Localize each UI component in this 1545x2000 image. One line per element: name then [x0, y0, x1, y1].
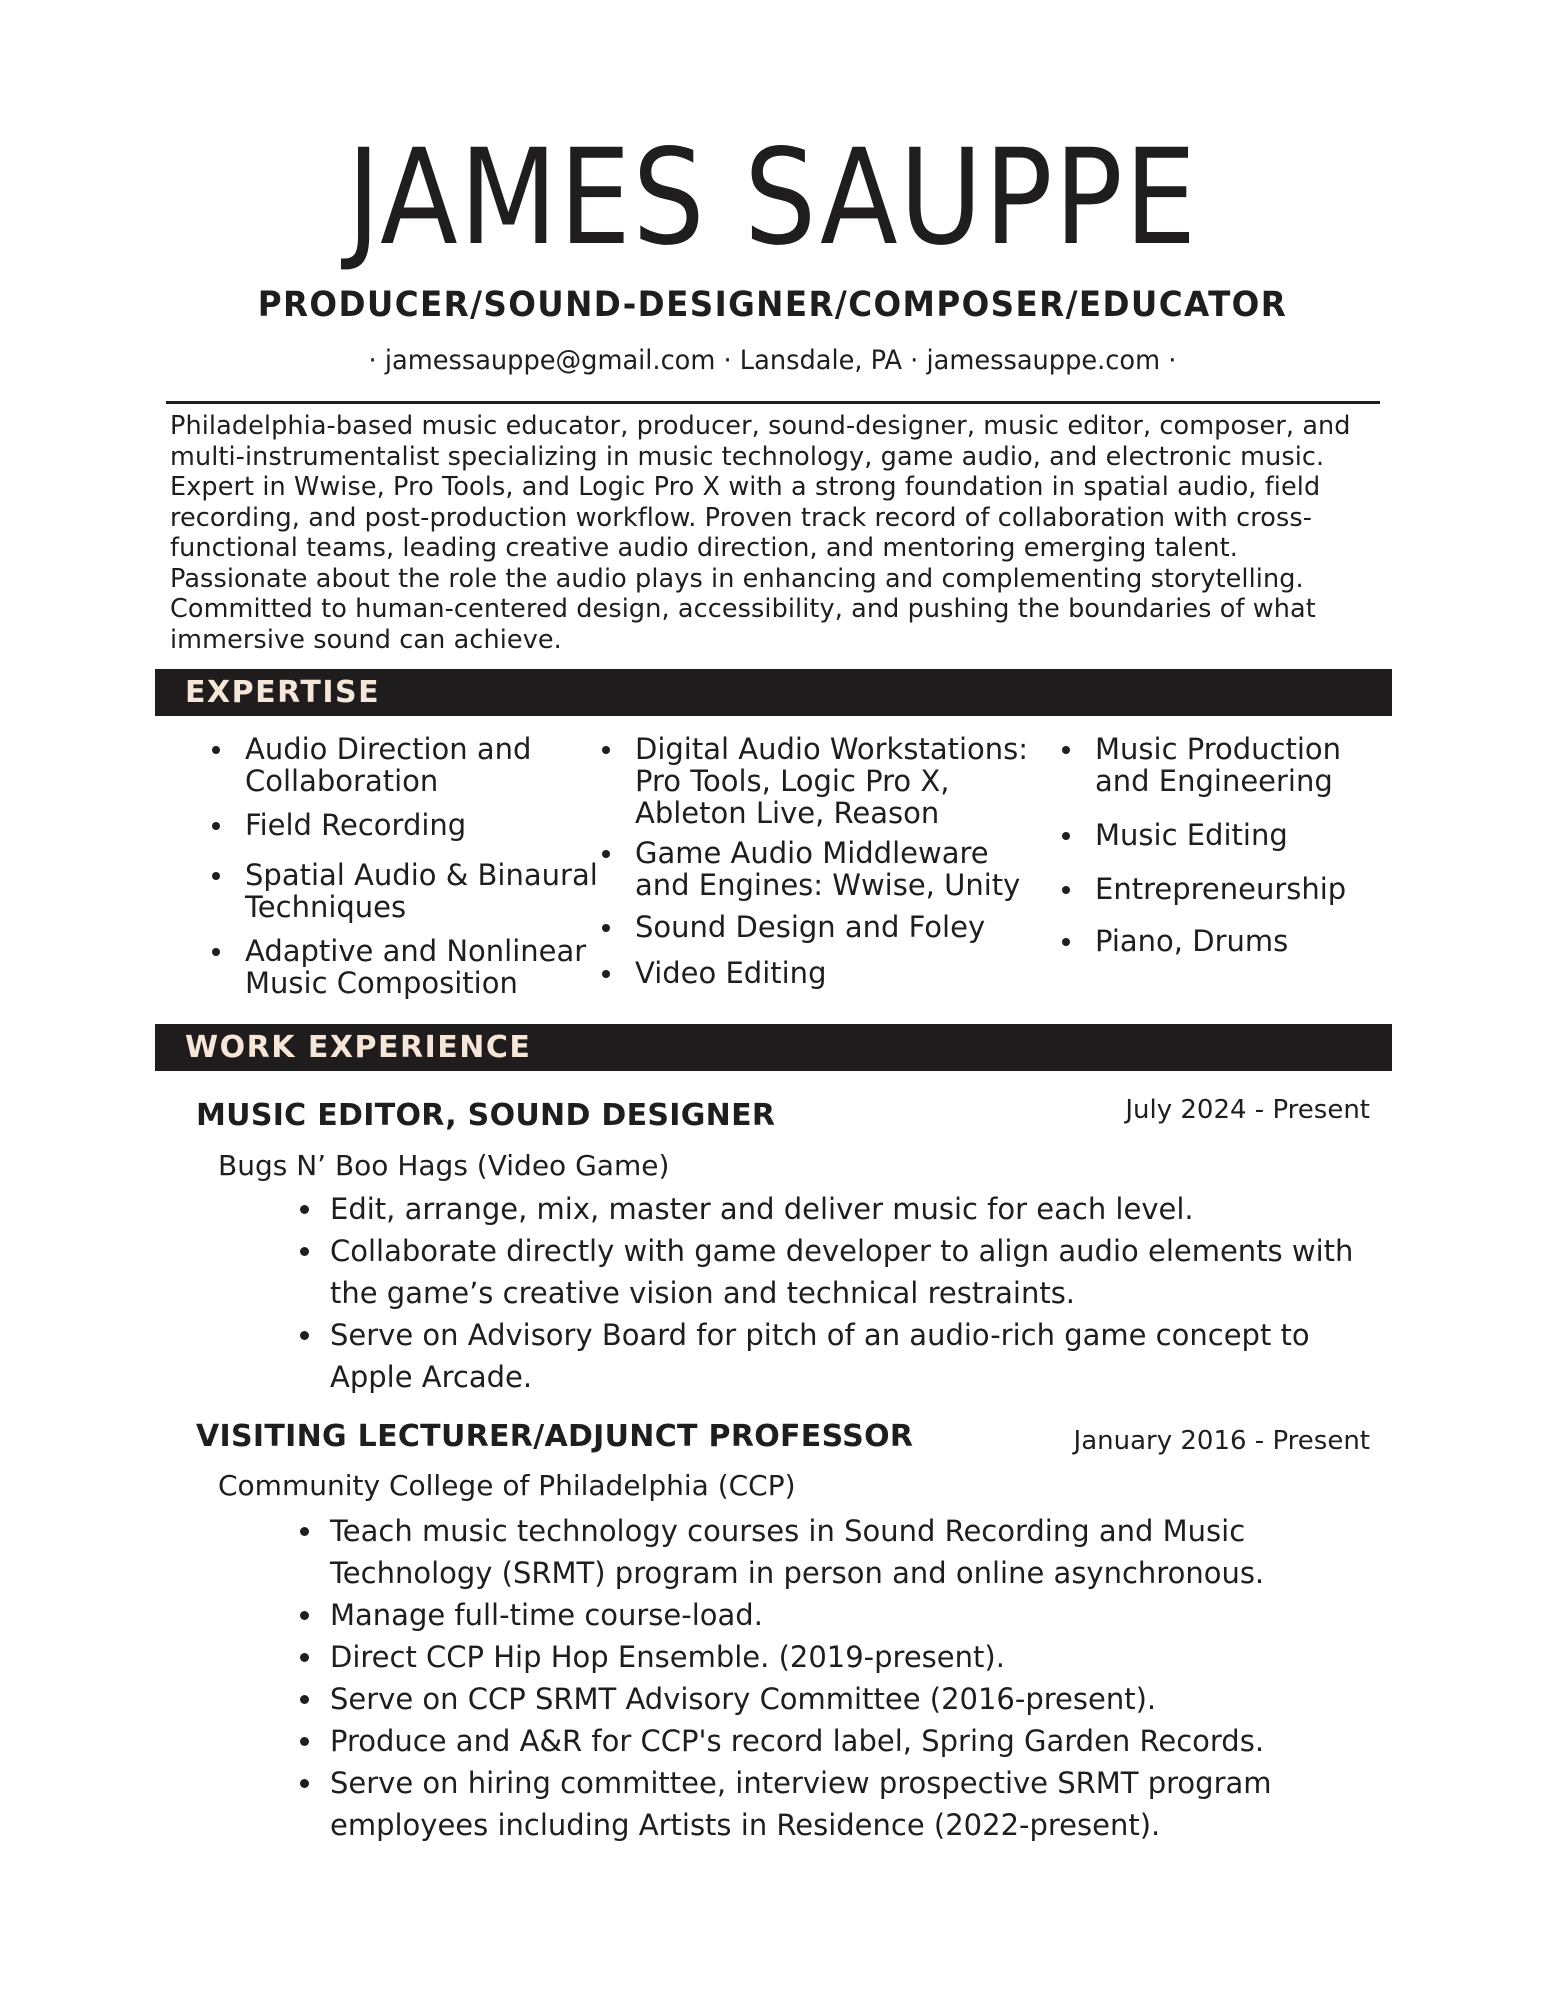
job-title: MUSIC EDITOR, SOUND DESIGNER: [196, 1098, 776, 1133]
expertise-item: Field Recording: [212, 809, 612, 841]
expertise-item: Adaptive and Nonlinear Music Composition: [212, 935, 612, 999]
expertise-item: Sound Design and Foley: [602, 911, 1052, 943]
expertise-column-2: [602, 733, 1052, 1001]
expertise-item: Music Production and Engineering: [1062, 733, 1382, 797]
job-dates: July 2024 - Present: [1125, 1095, 1370, 1125]
responsibility-item: Direct CCP Hip Hop Ensemble. (2019-present).: [300, 1636, 1380, 1678]
job-title: VISITING LECTURER/ADJUNCT PROFESSOR: [196, 1419, 914, 1454]
contact-line: · jamessauppe@gmail.com · Lansdale, PA · jamessauppe.com ·: [368, 345, 1177, 376]
work-experience-section-header: [155, 1024, 1392, 1071]
responsibility-item: Edit, arrange, mix, master and deliver music for each level.: [300, 1188, 1380, 1230]
expertise-item: Audio Direction and Collaboration: [212, 733, 612, 797]
expertise-heading: EXPERTISE: [185, 675, 381, 710]
job-responsibilities: [300, 1510, 1380, 1846]
responsibility-item: Serve on Advisory Board for pitch of an audio-rich game concept to Apple Arcade.: [300, 1314, 1380, 1398]
expertise-item: Piano, Drums: [1062, 925, 1382, 957]
work-experience-heading: WORK EXPERIENCE: [185, 1030, 532, 1065]
responsibility-item: Teach music technology courses in Sound Recording and Music Technology (SRMT) program in person and online asynchronous.: [300, 1510, 1380, 1594]
responsibility-item: Produce and A&R for CCP's record label, Spring Garden Records.: [300, 1720, 1380, 1762]
expertise-column-1: [212, 733, 612, 1011]
job-company: Community College of Philadelphia (CCP): [218, 1469, 796, 1502]
expertise-item: Game Audio Middleware and Engines: Wwise, Unity: [602, 837, 1052, 901]
job-company: Bugs N’ Boo Hags (Video Game): [218, 1149, 670, 1182]
summary-paragraph: Philadelphia-based music educator, producer, sound-designer, music editor, composer, and multi-instrumentalist specializing in music technology, game audio, and electronic music. Expert in Wwise, Pro Tools, and Logic Pro X with a strong foundation in spatial audio, field recording, and post-production workflow. Proven track record of collaboration with cross-functional teams, leading creative audio direction, and mentoring emerging talent. Passionate about the role the audio plays in enhancing and complementing storytelling. Committed to human-centered design, accessibility, and pushing the boundaries of what immersive sound can achieve.: [170, 411, 1351, 655]
expertise-column-3: [1062, 733, 1382, 969]
professional-headline: PRODUCER/SOUND-DESIGNER/COMPOSER/EDUCATOR: [257, 285, 1288, 325]
candidate-name: JAMES SAUPPE: [346, 121, 1198, 275]
responsibility-item: Manage full-time course-load.: [300, 1594, 1380, 1636]
expertise-item: Entrepreneurship: [1062, 873, 1382, 905]
responsibility-item: Serve on CCP SRMT Advisory Committee (2016-present).: [300, 1678, 1380, 1720]
job-responsibilities: [300, 1188, 1380, 1398]
responsibility-item: Collaborate directly with game developer to align audio elements with the game’s creative vision and technical restraints.: [300, 1230, 1380, 1314]
expertise-section-header: [155, 669, 1392, 716]
expertise-item: Spatial Audio & Binaural Techniques: [212, 859, 612, 923]
job-dates: January 2016 - Present: [1073, 1426, 1370, 1456]
header-divider: [166, 401, 1380, 404]
expertise-item: Video Editing: [602, 957, 1052, 989]
expertise-item: Digital Audio Workstations: Pro Tools, Logic Pro X, Ableton Live, Reason: [602, 733, 1052, 829]
responsibility-item: Serve on hiring committee, interview prospective SRMT program employees including Artists in Residence (2022-present).: [300, 1762, 1380, 1846]
expertise-item: Music Editing: [1062, 819, 1382, 851]
